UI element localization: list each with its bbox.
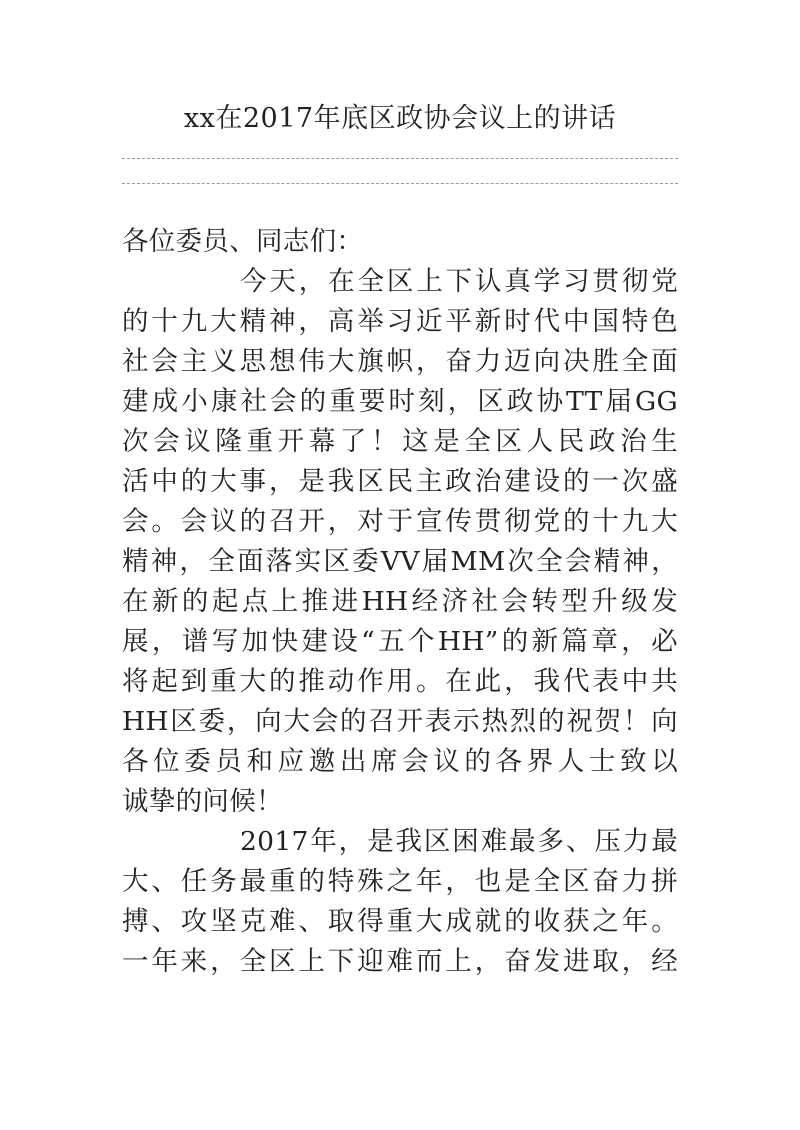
paragraph-line: 展，谱写加快建设“五个HH”的新篇章，必 [122,626,678,657]
title-divider-top [122,158,678,159]
paragraph-line: 会。会议的召开，对于宣传贯彻党的十九大 [122,506,678,537]
paragraph-line: 大、任务最重的特殊之年，也是全区奋力拼 [122,866,678,897]
salutation: 各位委员、同志们： [122,226,364,257]
paragraph-2 [122,822,678,982]
paragraph-line: HH区委，向大会的召开表示热烈的祝贺！向 [122,706,678,737]
paragraph-line: 各位委员和应邀出席会议的各界人士致以 [122,746,678,777]
paragraph-line: 一年来，全区上下迎难而上，奋发进取，经 [122,946,678,977]
document-body [122,222,678,982]
paragraph-line: 搏、攻坚克难、取得重大成就的收获之年。 [122,906,678,937]
paragraph-line: 将起到重大的推动作用。在此，我代表中共 [122,666,678,697]
paragraph-line: 2017年，是我区困难最多、压力最 [240,826,678,857]
paragraph-line: 建成小康社会的重要时刻，区政协TT届GG [122,386,678,417]
paragraph-line: 在新的起点上推进HH经济社会转型升级发 [122,586,678,617]
paragraph-line: 活中的大事，是我区民主政治建设的一次盛 [122,466,678,497]
paragraph-line: 社会主义思想伟大旗帜，奋力迈向决胜全面 [122,346,678,377]
paragraph-line: 次会议隆重开幕了！这是全区人民政治生 [122,426,678,457]
paragraph-line: 今天，在全区上下认真学习贯彻党 [240,266,678,297]
document-title: xx在2017年底区政协会议上的讲话 [183,103,617,134]
title-divider-bottom [122,183,678,184]
paragraph-line: 诚挚的问候！ [122,786,283,817]
paragraph-1 [122,262,678,822]
paragraph-line: 的十九大精神，高举习近平新时代中国特色 [122,306,678,337]
paragraph-line: 精神，全面落实区委VV届MM次全会精神， [122,546,678,577]
